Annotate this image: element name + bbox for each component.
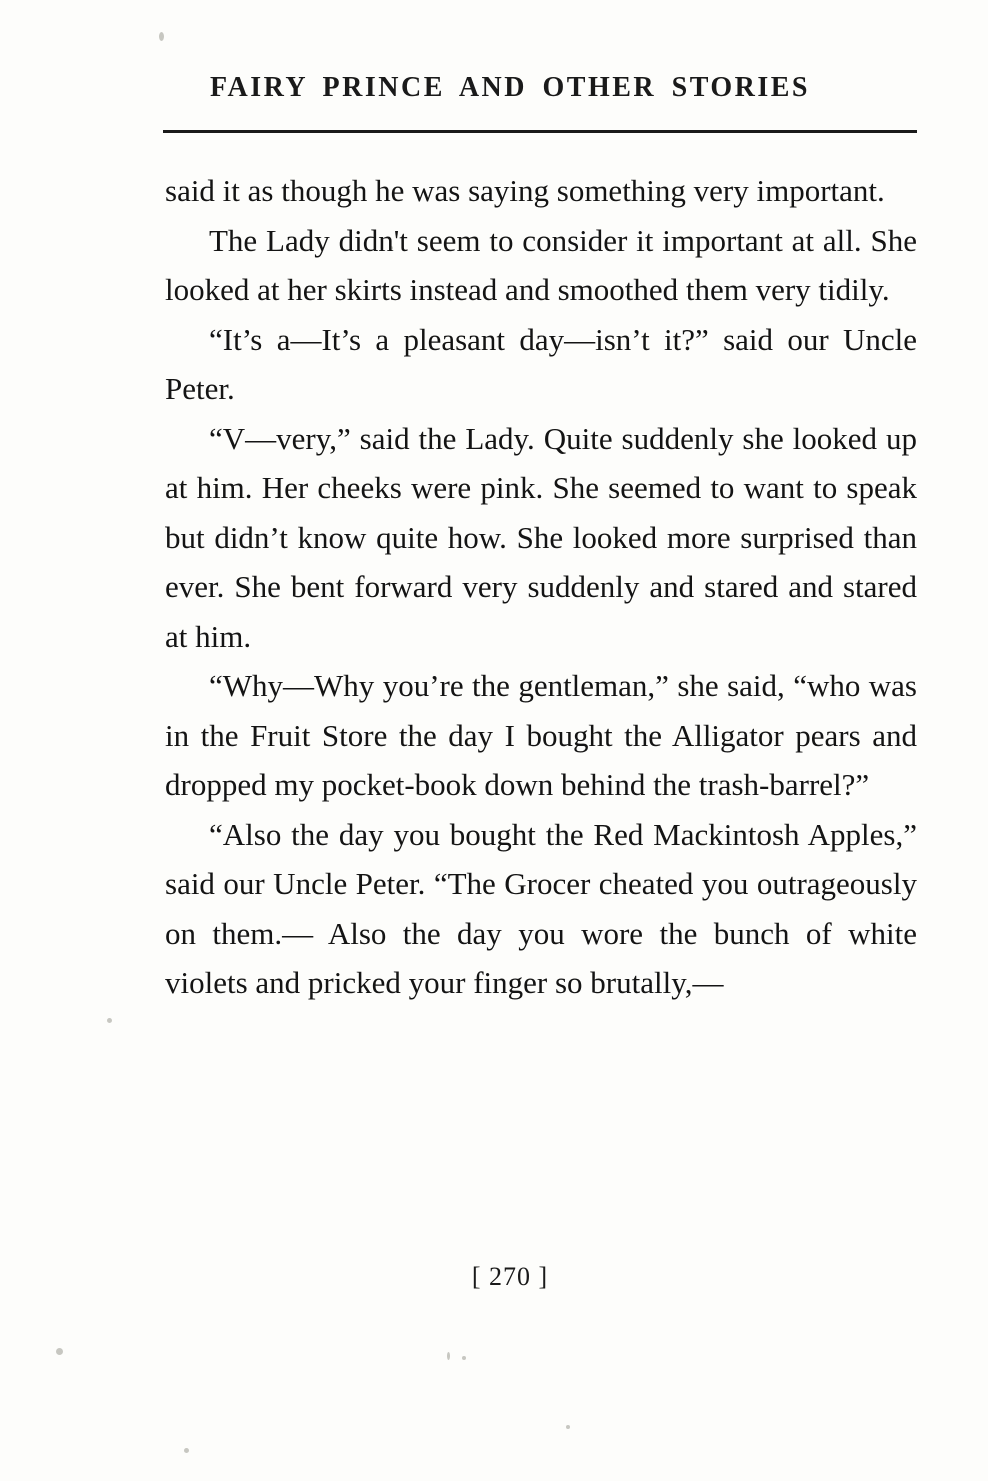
page-body-text: [165, 166, 917, 1008]
scan-speck: [462, 1356, 466, 1360]
page-number: [ 270 ]: [471, 1262, 549, 1291]
paragraph: The Lady didn't seem to consider it important at all. She looked at her skirts instead and smoothed them very tidily.: [165, 222, 917, 307]
paragraph: “It’s a—It’s a pleasant day—isn’t it?” said our Uncle Peter.: [165, 321, 917, 406]
scan-speck: [566, 1425, 570, 1429]
scan-speck: [159, 32, 164, 41]
header-divider-rule: [163, 130, 917, 133]
paragraph: “Why—Why you’re the gentleman,” she said, “who was in the Fruit Store the day I bought the Alligator pears and dropped my pocket-book down behind the trash-barrel?”: [165, 668, 917, 802]
scan-speck: [447, 1352, 450, 1360]
paragraph: “Also the day you bought the Red Mackintosh Apples,” said our Uncle Peter. “The Grocer cheated you outrageously on them.— Also the day you wore the bunch of white violets and pricked your finger so brutally,—: [165, 816, 917, 1000]
scan-speck: [107, 1018, 112, 1023]
paragraph: said it as though he was saying something very important.: [165, 173, 885, 208]
paragraph: “V—very,” said the Lady. Quite suddenly she looked up at him. Her cheeks were pink. She seemed to want to speak but didn’t know quite how. She looked more surprised than ever. She bent forward very suddenly and stared and stared at him.: [165, 420, 917, 654]
scan-speck: [184, 1448, 189, 1453]
scan-speck: [56, 1348, 63, 1355]
page-header-title: FAIRY PRINCE AND OTHER STORIES: [209, 72, 811, 103]
